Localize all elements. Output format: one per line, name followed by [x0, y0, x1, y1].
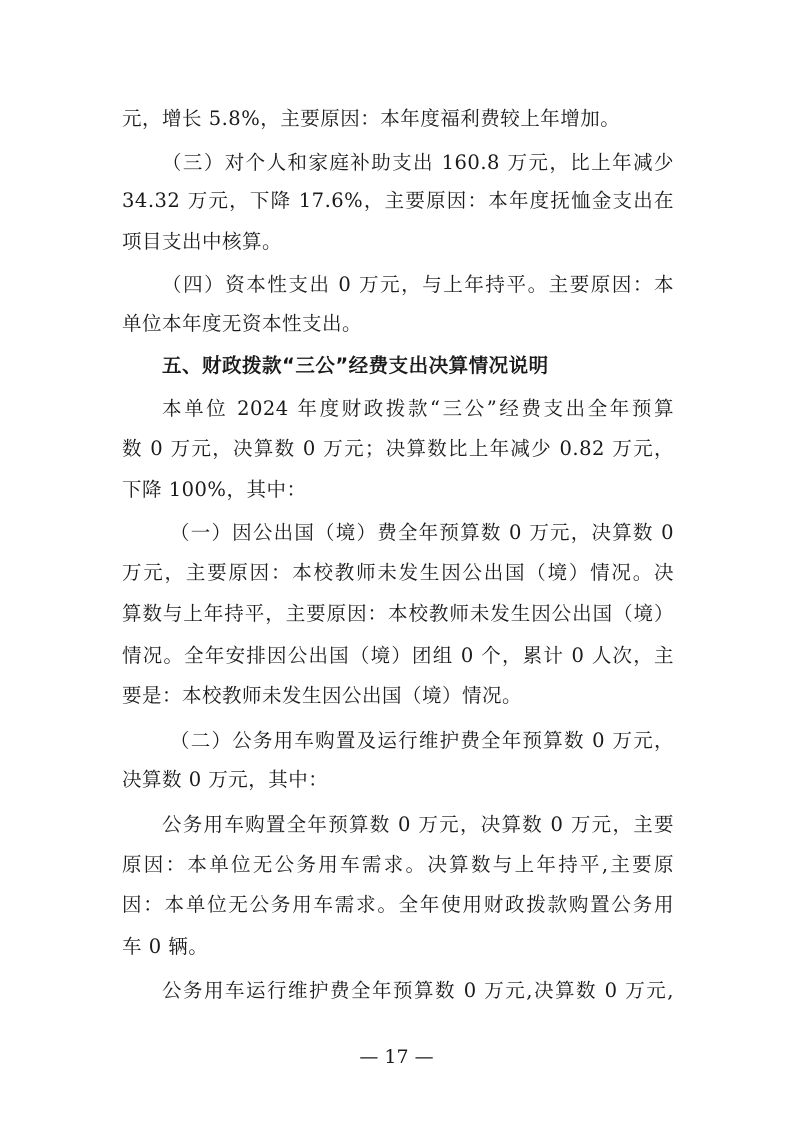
paragraph-line-3: 34.32 万元，下降 17.6%，主要原因：本年度抚恤金支出在 — [122, 189, 674, 212]
paragraph-line-2: （三）对个人和家庭补助支出 160.8 万元，比上年减少 — [162, 151, 674, 174]
paragraph-line-14: 情况。全年安排因公出国（境）团组 0 个，累计 0 人次，主 — [122, 644, 674, 667]
paragraph-line-5: （四）资本性支出 0 万元，与上年持平。主要原因：本 — [162, 273, 674, 296]
paragraph-line-22: 公务用车运行维护费全年预算数 0 万元,决算数 0 万元, — [162, 979, 674, 1002]
paragraph-line-15: 要是：本校教师未发生因公出国（境）情况。 — [122, 684, 523, 707]
paragraph-line-4: 项目支出中核算。 — [122, 230, 283, 253]
paragraph-line-12: 万元，主要原因：本校教师未发生因公出国（境）情况。决 — [122, 561, 674, 584]
paragraph-line-9: 数 0 万元，决算数 0 万元；决算数比上年减少 0.82 万元， — [122, 437, 674, 460]
paragraph-line-10: 下降 100%，其中： — [122, 478, 307, 501]
paragraph-line-6: 单位本年度无资本性支出。 — [122, 312, 363, 335]
paragraph-line-17: 决算数 0 万元，其中： — [122, 768, 329, 791]
paragraph-line-21: 车 0 辆。 — [122, 935, 209, 958]
paragraph-line-13: 算数与上年持平，主要原因：本校教师未发生因公出国（境） — [122, 602, 674, 625]
paragraph-line-18: 公务用车购置全年预算数 0 万元，决算数 0 万元，主要 — [162, 813, 674, 836]
paragraph-line-8: 本单位 2024 年度财政拨款“三公”经费支出全年预算 — [162, 397, 674, 420]
paragraph-line-19: 原因：本单位无公务用车需求。决算数与上年持平,主要原 — [122, 853, 674, 876]
section-heading: 五、财政拨款“三公”经费支出决算情况说明 — [162, 354, 549, 377]
paragraph-line-20: 因：本单位无公务用车需求。全年使用财政拨款购置公务用 — [122, 893, 674, 916]
paragraph-line-16: （二）公务用车购置及运行维护费全年预算数 0 万元， — [170, 729, 674, 752]
page-number: — 17 — — [359, 1046, 434, 1068]
paragraph-line-11: （一）因公出国（境）费全年预算数 0 万元，决算数 0 — [170, 521, 674, 544]
paragraph-line-1: 元，增长 5.8%，主要原因：本年度福利费较上年增加。 — [122, 107, 621, 130]
